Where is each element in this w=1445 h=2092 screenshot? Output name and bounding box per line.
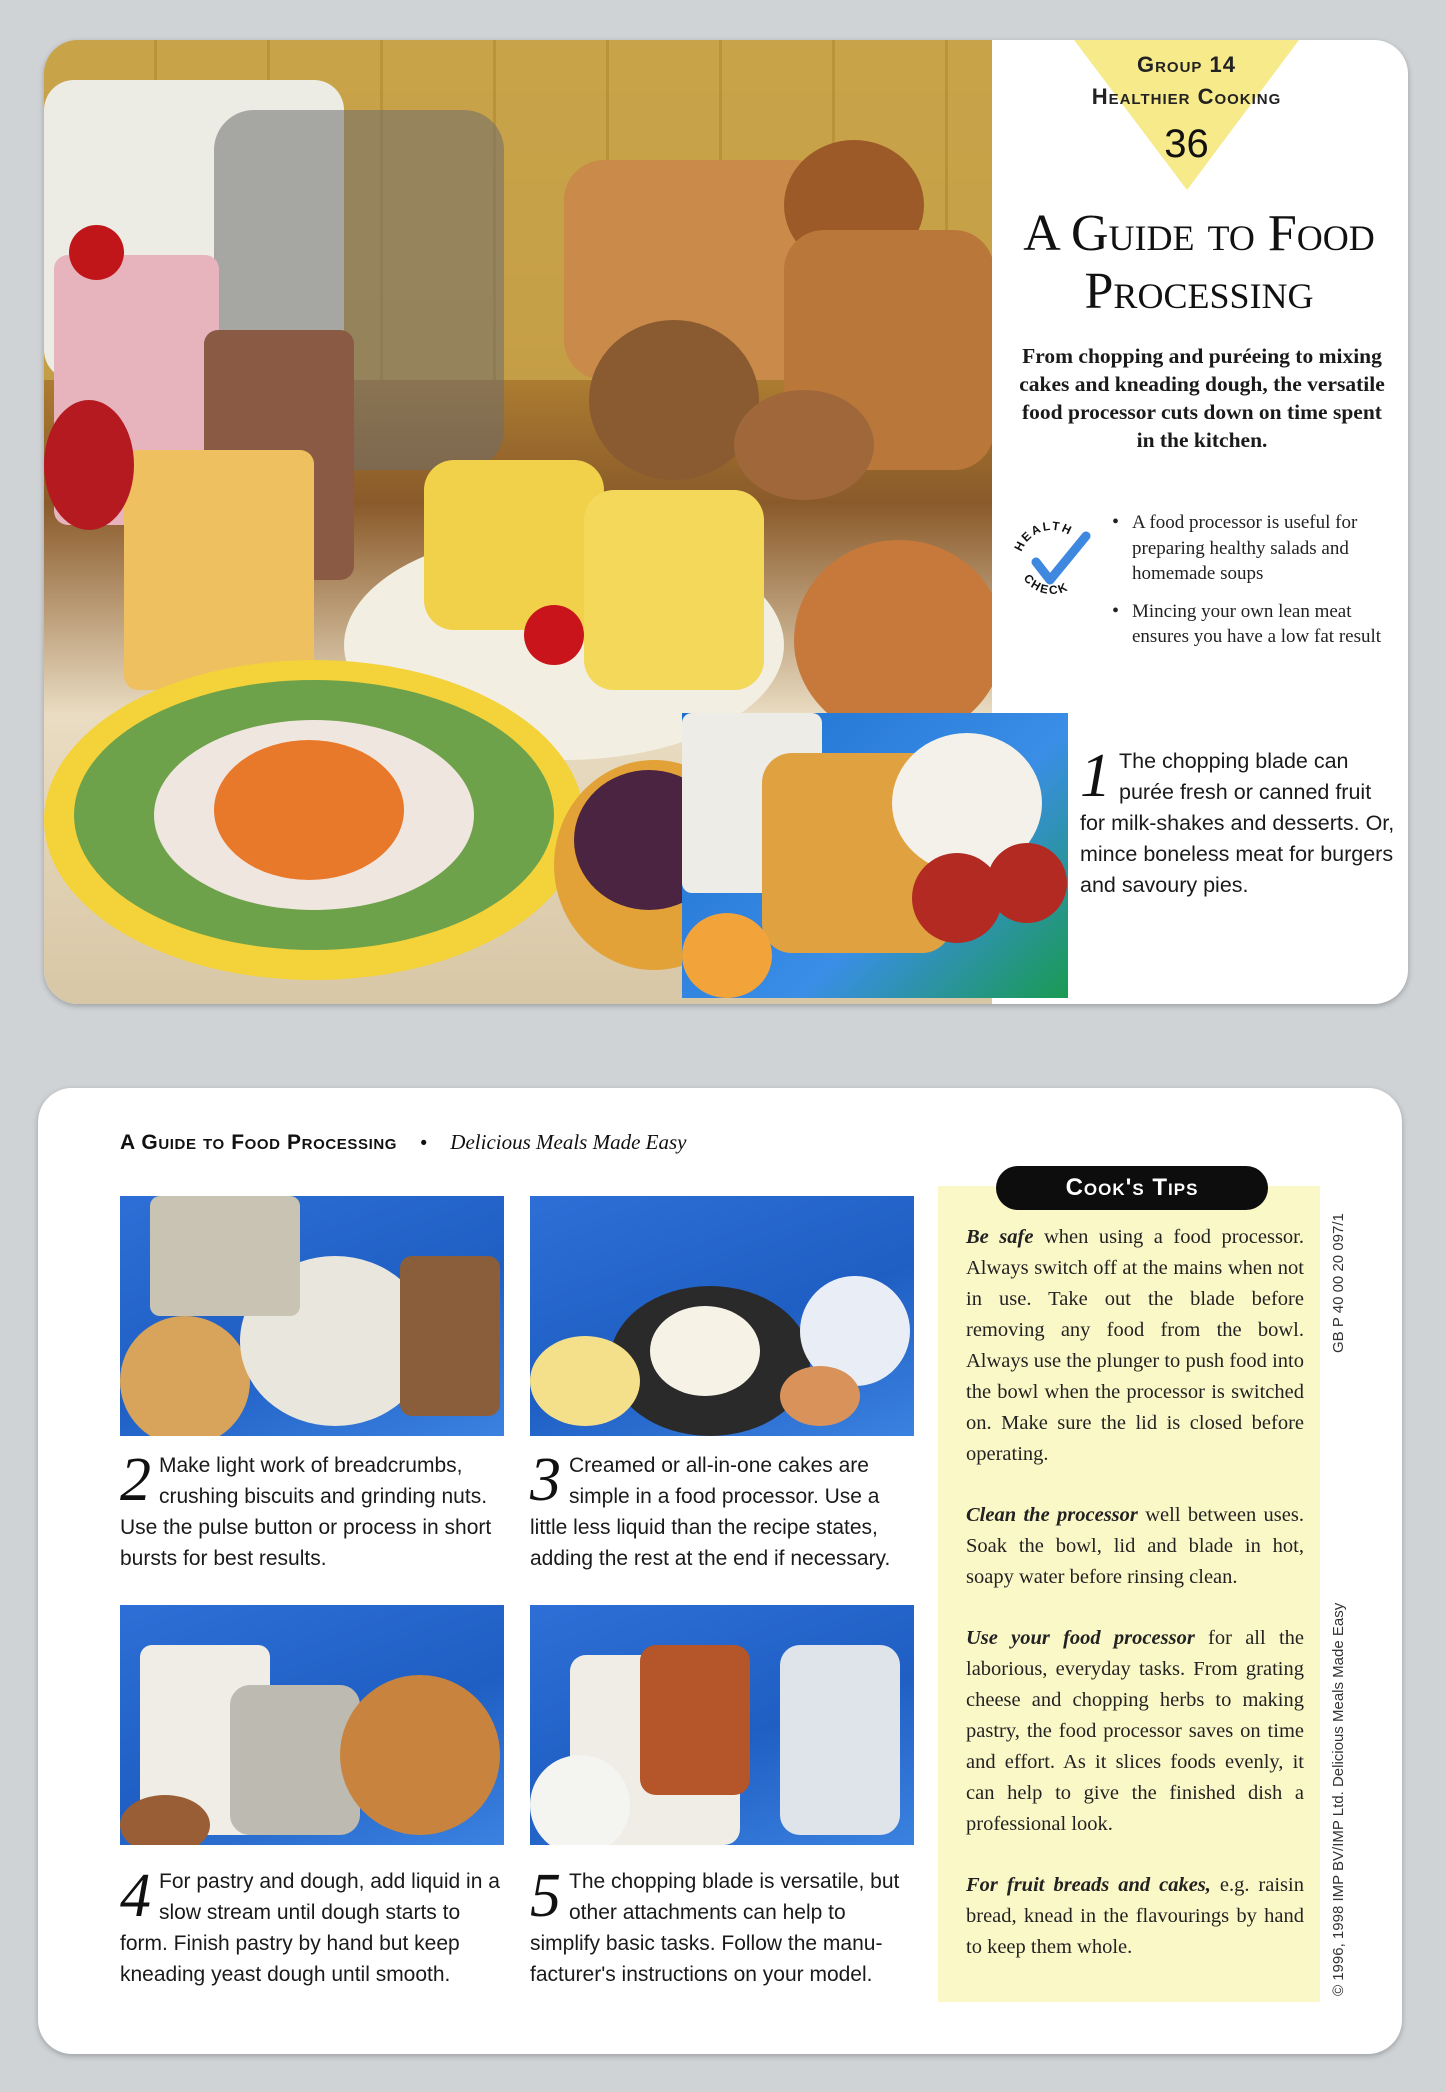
group-badge	[1059, 40, 1314, 195]
step-text: Creamed or all-in-one cakes are simple in a food processor. Use a little less liquid than the recipe states, adding the rest at the end if necessary.	[530, 1454, 891, 1570]
badge-group: Group 14	[1136, 52, 1237, 77]
cooks-tips-body	[966, 1222, 1304, 1993]
step-5-photo	[530, 1605, 914, 1845]
chopping-blade-photo	[682, 713, 1068, 998]
tip-lead: Be safe	[966, 1226, 1034, 1248]
card-number: 36	[1164, 122, 1209, 166]
product-code: GB P 40 00 20 097/1	[1330, 1213, 1347, 1353]
step-2	[120, 1446, 505, 1574]
step-4-photo	[120, 1605, 504, 1845]
tip	[966, 1870, 1304, 1963]
intro-text: From chopping and puréeing to mixing cakes and kneading dough, the versatile food processor cuts down on time spent in the kitchen.	[1019, 344, 1385, 452]
health-check-list	[1110, 510, 1400, 662]
back-header	[120, 1130, 920, 1155]
title-line-1: A Guide to Food	[1023, 205, 1375, 262]
back-card	[38, 1088, 1402, 2054]
back-title: A Guide to Food Processing	[120, 1131, 398, 1154]
tip-text: when using a food processor. Always switch off at the mains when not in use. Take out the blade before removing any food from the bowl. Always use the plunger to push food into the bowl when the processor is switched on. Make sure the lid is closed before operating.	[966, 1226, 1304, 1465]
series-name: Delicious Meals Made Easy	[450, 1130, 687, 1154]
step-number: 1	[1080, 742, 1111, 810]
tip	[966, 1222, 1304, 1470]
svg-text:HEALTH	[1011, 519, 1075, 554]
header-separator: •	[420, 1133, 428, 1154]
health-check-item: • A food processor is useful for preparing healthy salads and homemade soups	[1110, 510, 1400, 587]
step-text: Make light work of breadcrumbs, crushing biscuits and grinding nuts. Use the pulse button or process in short bursts for best results.	[120, 1454, 492, 1570]
step-3-photo	[530, 1196, 914, 1436]
step-number: 4	[120, 1862, 151, 1930]
copyright: © 1996, 1998 IMP BV/IMP Ltd. Delicious Meals Made Easy	[1330, 1602, 1347, 1996]
step-number: 5	[530, 1862, 561, 1930]
step-5	[530, 1862, 915, 1990]
step-text: For pastry and dough, add liquid in a slow stream until dough starts to form. Finish pastry by hand but keep kneading yeast dough until smooth.	[120, 1870, 500, 1986]
step-number: 3	[530, 1446, 561, 1514]
tip-text: well between uses. Soak the bowl, lid and blade in hot, soapy water before rinsing clean.	[966, 1504, 1304, 1588]
step-text: The chopping blade is versatile, but other attachments can help to simplify basic tasks. Follow the manu-facturer's instructions on your model.	[530, 1870, 900, 1986]
step-number: 2	[120, 1446, 151, 1514]
health-label: HEALTH	[1011, 518, 1076, 554]
tip	[966, 1500, 1304, 1593]
tip	[966, 1623, 1304, 1840]
tip-text: e.g. raisin bread, knead in the flavourings by hand to keep them whole.	[966, 1874, 1304, 1958]
product-code-wrap	[1318, 1188, 1358, 1358]
tip-lead: Use your food processor	[966, 1627, 1195, 1649]
tip-lead: Clean the processor	[966, 1504, 1138, 1526]
step-text: The chopping blade can purée fresh or canned fruit for milk-shakes and desserts. Or, mince boneless meat for burgers and savoury pies.	[1080, 749, 1395, 897]
tip-text: for all the laborious, everyday tasks. From grating cheese and chopping herbs to making pastry, the food processor saves on time and effort. As it slices foods evenly, it can help to give the finished dish a professional look.	[966, 1627, 1304, 1835]
card-title	[1004, 205, 1394, 321]
health-check-icon	[1002, 510, 1102, 610]
step-3	[530, 1446, 915, 1574]
cooks-tips-title: Cook's Tips	[996, 1166, 1268, 1210]
step-2-photo	[120, 1196, 504, 1436]
front-card	[44, 40, 1408, 1004]
step-1	[1080, 742, 1396, 901]
check-label: CHECK	[1020, 571, 1071, 598]
title-line-2: Processing	[1084, 263, 1314, 320]
health-check-item: • Mincing your own lean meat ensures you have a low fat result	[1110, 599, 1400, 650]
badge-category: Healthier Cooking	[1091, 84, 1282, 109]
copyright-wrap	[1318, 1528, 1358, 1998]
tip-lead: For fruit breads and cakes,	[966, 1874, 1211, 1896]
step-4	[120, 1862, 505, 1990]
